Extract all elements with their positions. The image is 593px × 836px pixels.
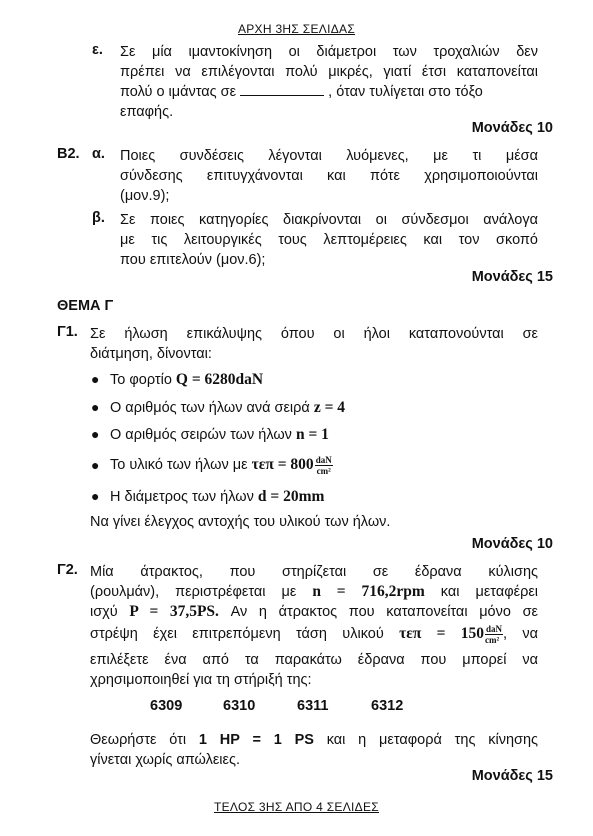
- fraction-daN-cm2: $\frac{\text{daN}}{\text{cm²}}$: [484, 623, 502, 645]
- g1-bullet-2: Ο αριθμός των ήλων ανά σειρά z = 4: [110, 399, 346, 416]
- bearing-option: 6309: [150, 698, 183, 714]
- g2-line-6: χρησιμοποιηθεί για τη στήριξή της:: [90, 672, 312, 688]
- section-title: ΘΕΜΑ Γ: [57, 298, 114, 314]
- bearing-option: 6312: [371, 698, 404, 714]
- question-label-g2: Γ2.: [57, 562, 78, 578]
- b2b-line-1: Σε ποιες κατηγορίες διακρίνονται οι σύνδεσμοι ανάλογα: [120, 212, 538, 228]
- g1-bullet-1: Το φορτίο Q = 6280daN: [110, 371, 264, 388]
- g1-line-2: διάτμηση, δίνονται:: [90, 346, 212, 362]
- g2-line-5: επιλέξετε ένα από τα παρακάτω έδρανα που μπορεί να: [90, 652, 538, 668]
- bullet-icon: ●: [91, 488, 100, 504]
- bearing-option: 6310: [223, 698, 256, 714]
- item-label-e: ε.: [92, 42, 103, 58]
- fill-in-blank: [240, 83, 324, 96]
- bullet-icon: ●: [91, 457, 100, 473]
- g1-bullet-5: Η διάμετρος των ήλων d = 20mm: [110, 488, 325, 505]
- marks-15-first: Μονάδες 15: [471, 269, 553, 285]
- bullet-icon: ●: [91, 426, 100, 442]
- g2-line-2: (ρουλμάν), περιστρέφεται με n = 716,2rpm και μεταφέρει: [90, 583, 539, 600]
- g2-line-7: Θεωρήστε ότι 1 HP = 1 PS και η μεταφορά της κίνησης: [90, 732, 539, 748]
- b2a-line-2: σύνδεσης επιτυγχάνονται και πότε χρησιμοποιούνται: [120, 168, 538, 184]
- question-label-b2: Β2.: [57, 146, 80, 162]
- page-footer: ΤΕΛΟΣ 3ΗΣ ΑΠΟ 4 ΣΕΛΙΔΕΣ: [213, 800, 380, 814]
- item-label-a: α.: [92, 146, 105, 162]
- question-label-g1: Γ1.: [57, 324, 78, 340]
- item-label-b: β.: [92, 210, 105, 226]
- b1e-line-4: επαφής.: [120, 104, 174, 120]
- page-header: ΑΡΧΗ 3ΗΣ ΣΕΛΙΔΑΣ: [237, 22, 356, 36]
- b1e-line-1: Σε μία ιμαντοκίνηση οι διάμετροι των τροχαλιών δεν: [120, 44, 538, 60]
- g2-line-8: γίνεται χωρίς απώλειες.: [90, 752, 241, 768]
- b2a-line-1: Ποιες συνδέσεις λέγονται λυόμενες, με τι μέσα: [120, 148, 538, 164]
- g1-bullet-4: Το υλικό των ήλων με τεπ = 800 $\frac{\text{daN}}{\text{cm²}}$: [110, 454, 332, 476]
- bullet-icon: ●: [91, 371, 100, 387]
- b2b-line-2: με τις λειτουργικές τους λεπτομέρειες και τον σκοπό: [120, 232, 538, 248]
- b1e-line-3: πολύ ο ιμάντας σε , όταν τυλίγεται στο τόξο: [120, 84, 483, 100]
- fraction-daN-cm2: $\frac{\text{daN}}{\text{cm²}}$: [315, 454, 332, 476]
- marks-15-second: Μονάδες 15: [471, 768, 553, 784]
- b1e-line-2: πρέπει να επιλέγονται πολύ μικρές, γιατί έτσι καταπονείται: [120, 64, 538, 80]
- b2b-line-3: που επιτελούν (μον.6);: [120, 252, 266, 268]
- bearing-option: 6311: [297, 698, 329, 714]
- g2-line-4: στρέψη έχει επιτρεπόμενη τάση υλικού τεπ = 150 $\frac{\text{daN}}{\text{cm²}}$ , να: [90, 623, 539, 645]
- b2a-line-3: (μον.9);: [120, 188, 170, 204]
- marks-10-first: Μονάδες 10: [471, 120, 553, 136]
- bullet-icon: ●: [91, 399, 100, 415]
- marks-10-second: Μονάδες 10: [471, 536, 553, 552]
- g2-line-3: ισχύ P = 37,5PS. Αν η άτρακτος που καταπονείται μόνο σε: [90, 603, 538, 620]
- g1-line-1: Σε ήλωση επικάλυψης όπου οι ήλοι καταπονούνται σε: [90, 326, 538, 342]
- g1-bullet-3: Ο αριθμός σειρών των ήλων n = 1: [110, 426, 329, 443]
- g2-line-1: Μία άτρακτος, που στηρίζεται σε έδρανα κύλισης: [90, 564, 538, 580]
- g1-closing: Να γίνει έλεγχος αντοχής του υλικού των ήλων.: [90, 514, 391, 530]
